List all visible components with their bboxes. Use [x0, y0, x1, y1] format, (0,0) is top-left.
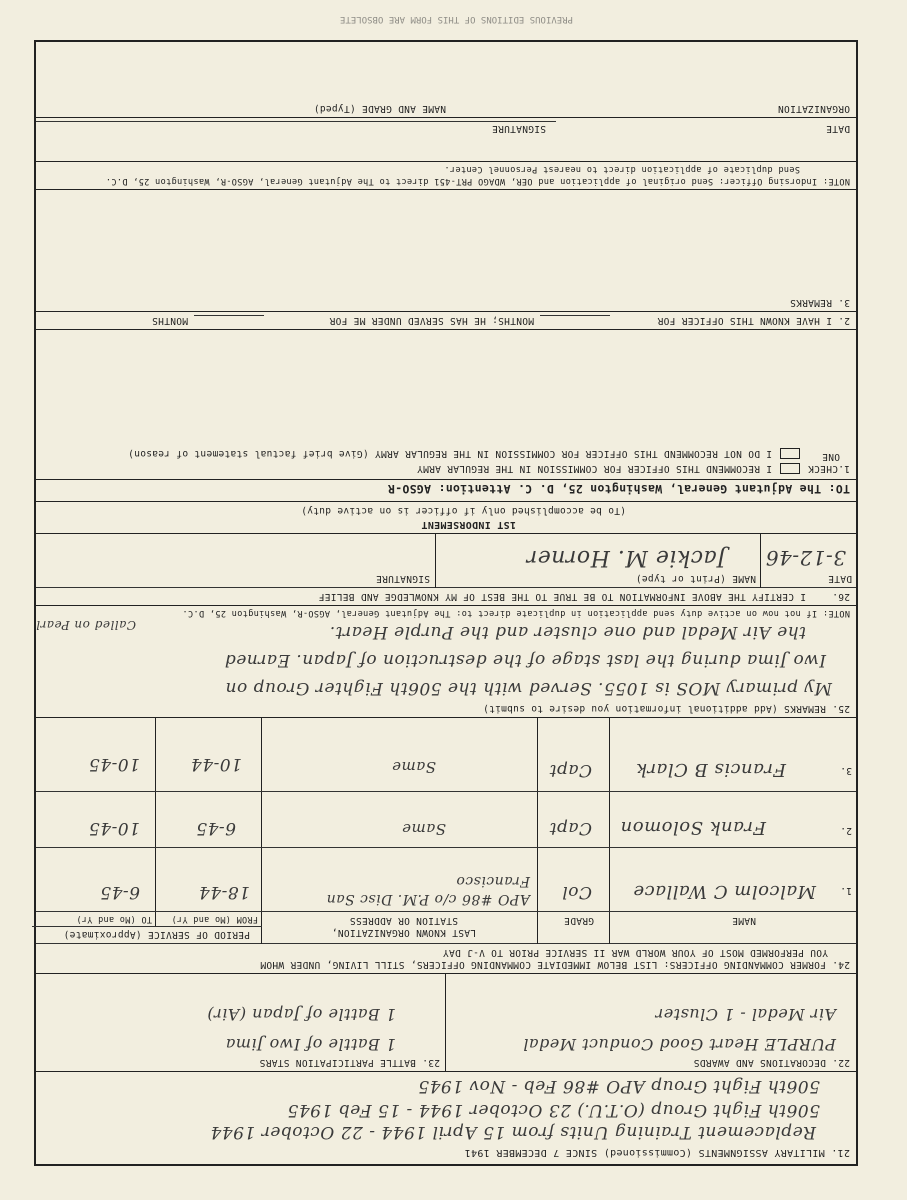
- divider-26: [36, 605, 856, 606]
- col-header-period: PERIOD OF SERVICE (Approximate): [63, 929, 250, 940]
- period-subdivider: [32, 926, 262, 927]
- row2-bottom: [36, 791, 856, 792]
- check-one: ONE: [821, 451, 840, 462]
- section24-title-1: 24. FORMER COMMANDING OFFICERS: LIST BELOW IMMEDIATE COMMANDING OFFICERS, STILL LIVING, UNDER WHOM: [260, 959, 850, 970]
- row1-name: Malcolm C Wallace: [632, 881, 816, 902]
- row3-to: 10-45: [88, 754, 140, 774]
- battle-star-1: 1 Battle of Iwo Jima: [225, 1035, 396, 1054]
- col-divider-date: [760, 534, 761, 588]
- row3-number: 3.: [839, 765, 852, 776]
- divider-item3: [36, 311, 856, 312]
- divider-to: [36, 501, 856, 502]
- footer-signature-line: [36, 121, 556, 122]
- application-form-rotated: [34, 40, 858, 1166]
- name-value: Jackie M. Horner: [526, 545, 726, 570]
- footer-name-grade-label: NAME AND GRADE (Typed): [313, 103, 446, 114]
- indorsing-note-1: NOTE: Indorsing Officer: Send original of application and OER, WDAGO PRT-451 direct to The Adjutant General, AGSO-R, Washington 25, D.C.: [105, 176, 850, 186]
- remarks-3-label: 3. REMARKS: [789, 297, 850, 308]
- award-item-2: Air Medal - 1 Cluster: [655, 1005, 836, 1024]
- served-months-blank: [194, 315, 264, 316]
- name-label: NAME (Print or type): [635, 573, 756, 584]
- col-header-station-2: STATION OR ADDRESS: [349, 915, 458, 926]
- remarks-line-1: My primary MOS is 1055. Served with the 506th Fighter Group on: [225, 678, 832, 698]
- months-label: MONTHS: [151, 315, 188, 326]
- known-officer-label: 2. I HAVE KNOWN THIS OFFICER FOR: [657, 315, 850, 326]
- row1-bottom: [36, 847, 856, 848]
- row1-from: 18-44: [198, 882, 250, 902]
- battle-star-2: 1 Battle of Japan (Air): [206, 1005, 396, 1024]
- award-item-1: PURPLE Heart Good Conduct Medal: [522, 1035, 836, 1054]
- recommend-checkbox[interactable]: [780, 463, 800, 474]
- table-header-top: [36, 943, 856, 944]
- section25-title: 25. REMARKS (Add additional information you desire to submit): [482, 703, 850, 714]
- footer-date-label: DATE: [825, 123, 850, 134]
- row1-number: 1.: [839, 885, 852, 896]
- row3-name: Francis B Clark: [635, 759, 786, 780]
- remarks-line-2: Iwo Jima during the last stage of the destruction of Japan. Earned: [224, 650, 826, 670]
- not-recommend-checkbox[interactable]: [780, 448, 800, 459]
- divider-item2: [36, 329, 856, 330]
- section23-title: 23. BATTLE PARTICIPATION STARS: [259, 1057, 440, 1068]
- divider-footer-org: [36, 117, 856, 118]
- divider-22-23: [445, 974, 446, 1072]
- row3-from: 10-44: [190, 754, 242, 774]
- col-header-to: TO (Mo and Yr): [76, 914, 152, 924]
- section24-title-2: YOU PERFORMED MOST OF YOUR WORLD WAR II SERVICE PRIOR TO V-J DAY: [442, 947, 828, 958]
- section26-number: 26.: [831, 591, 850, 602]
- row1-to: 6-45: [99, 882, 140, 902]
- remarks-line-4: Called on Pearl: [35, 618, 136, 632]
- col-header-grade: GRADE: [563, 915, 594, 926]
- col-header-from: FROM (Mo and Yr): [171, 914, 258, 924]
- remarks-line-3: the Air Medal and one cluster and the Purple Heart.: [329, 622, 806, 642]
- row3-grade: Capt: [549, 760, 592, 780]
- divider-21: [36, 1071, 856, 1072]
- certify-statement: I CERTIFY THE ABOVE INFORMATION TO BE TRUE TO THE BEST OF MY KNOWLEDGE AND BELIEF: [318, 591, 806, 602]
- divider-footer-signature: [36, 161, 856, 162]
- divider-indorsement: [36, 533, 856, 534]
- served-under-label: MONTHS; HE HAS SERVED UNDER ME FOR: [329, 315, 534, 326]
- to-line: TO: The Adjutant General, Washington 25, D. C. Attention: AGSO-R: [387, 482, 850, 496]
- row2-name: Frank Solomon: [620, 817, 766, 838]
- known-months-blank: [540, 315, 610, 316]
- signature-label: SIGNATURE: [375, 573, 430, 584]
- table-header-bottom: [36, 911, 856, 912]
- col-divider-signature: [435, 534, 436, 588]
- assignment-line-1: Replacement Training Units from 15 April 1944 - 22 October 1944: [210, 1122, 816, 1142]
- indorsing-note-2: Send duplicate of application direct to nearest Personnel Center.: [444, 164, 800, 174]
- section21-title: 21. MILITARY ASSIGNMENTS (Commissioned) SINCE 7 DECEMBER 1941: [464, 1147, 850, 1158]
- divider-footer-note: [36, 189, 856, 190]
- assignment-line-2: 506th Fight Group (O.T.U.) 23 October 1944 - 15 Feb 1945: [287, 1100, 820, 1120]
- date-label: DATE: [827, 573, 852, 584]
- section22-title: 22. DECORATIONS AND AWARDS: [693, 1057, 850, 1068]
- check-label: 1.CHECK: [807, 463, 850, 474]
- certify-underline: [36, 587, 856, 588]
- divider-24: [36, 973, 856, 974]
- footer-signature-label: SIGNATURE: [491, 123, 546, 134]
- indorsement-subtitle: (To be accomplished only if officer is on active duty): [300, 505, 626, 516]
- not-recommend-label: I DO NOT RECOMMEND THIS OFFICER FOR COMMISSION IN THE REGULAR ARMY (Give brief factual statement of reason): [127, 448, 772, 459]
- note-active-duty: NOTE: If not now on active duty send application in duplicate direct to: The Adjutant General, AGSO-R, Washington 25, D.C.: [182, 608, 850, 618]
- row3-station: Same: [391, 758, 436, 776]
- row1-station: APO #86 c/o P.M. Disc San Francisco: [326, 873, 530, 907]
- date-value: 3-12-46: [765, 546, 846, 570]
- row2-station: Same: [401, 820, 446, 838]
- row2-number: 2.: [839, 825, 852, 836]
- recommend-label: I RECOMMEND THIS OFFICER FOR COMMISSION IN THE REGULAR ARMY: [416, 463, 772, 474]
- row2-from: 6-45: [195, 818, 236, 838]
- assignment-line-3: 506th Fight Group APO #86 Feb - Nov 1945: [417, 1076, 820, 1096]
- divider-check: [36, 479, 856, 480]
- col-header-station-1: LAST KNOWN ORGANIZATION,: [331, 927, 476, 938]
- col-header-name: NAME: [731, 915, 756, 926]
- divider-25: [36, 717, 856, 718]
- footer-organization-label: ORGANIZATION: [777, 103, 850, 114]
- indorsement-title: 1ST INDORSEMENT: [421, 519, 516, 530]
- row2-grade: Capt: [549, 818, 592, 838]
- row1-grade: Col: [561, 882, 592, 902]
- row2-to: 10-45: [88, 818, 140, 838]
- top-margin-text: PREVIOUS EDITIONS OF THIS FORM ARE OBSOLETE: [340, 14, 573, 24]
- col-divider-to: [155, 718, 156, 926]
